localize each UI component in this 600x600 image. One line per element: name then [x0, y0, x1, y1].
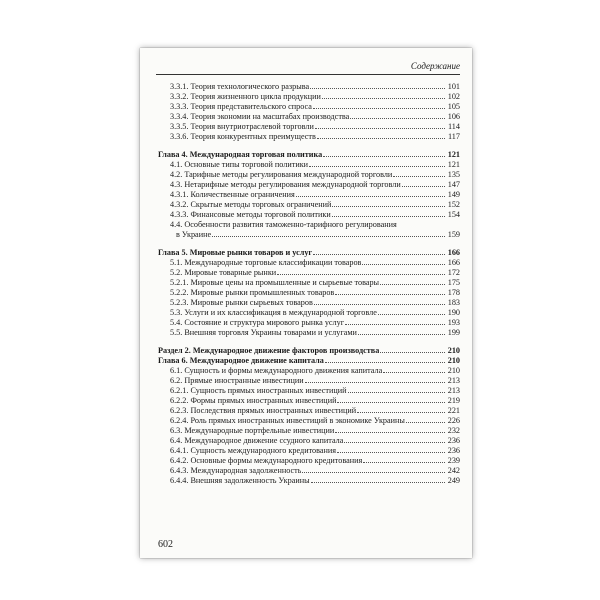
toc-entry-page: 236	[447, 446, 460, 455]
toc-leader-dots	[311, 482, 445, 483]
toc-entry-page: 190	[447, 308, 460, 317]
toc-leader-dots	[317, 138, 445, 139]
toc-leader-dots	[393, 176, 445, 177]
toc-leader-dots	[350, 118, 445, 119]
toc-entry-page: 117	[448, 132, 460, 141]
toc-entry-title: 3.3.2. Теория жизненного цикла продукции	[170, 92, 321, 101]
toc-entry-page: 210	[447, 346, 460, 355]
running-header: Содержание	[156, 60, 460, 75]
toc-leader-dots	[277, 274, 445, 275]
toc-entry	[158, 318, 460, 328]
toc-entry-page: 236	[447, 436, 460, 445]
toc-entry-page: 199	[447, 328, 460, 337]
toc-entry-title: в Украине	[176, 230, 212, 239]
toc-entry	[158, 82, 460, 92]
toc-entry-page: 159	[447, 230, 460, 239]
toc-entry-title: 5.2.3. Мировые рынки сырьевых товаров	[170, 298, 313, 307]
toc-entry-page: 154	[447, 210, 460, 219]
toc-entry	[158, 268, 460, 278]
toc-entry-title: 3.3.5. Теория внутриотраслевой торговли	[170, 122, 314, 131]
toc-entry-page: 149	[447, 190, 460, 199]
toc-entry-title: 5.4. Состояние и структура мирового рынка услуг	[170, 318, 345, 327]
toc-entry-page: 135	[447, 170, 460, 179]
toc-entry-page: 239	[447, 456, 460, 465]
toc-entry-title: 6.3. Международные портфельные инвестиции	[170, 426, 335, 435]
toc-entry-title: 6.4.3. Международная задолженность	[170, 466, 302, 475]
toc-entry-page: 210	[447, 356, 460, 365]
toc-entry-page: 249	[447, 476, 460, 485]
toc-leader-dots	[348, 392, 445, 393]
toc-entry-title: 6.2.2. Формы прямых иностранных инвестиций	[170, 396, 337, 405]
toc-leader-dots	[363, 462, 445, 463]
toc-entry	[158, 150, 460, 160]
toc-entry-title: 3.3.3. Теория представительского спроса	[170, 102, 312, 111]
toc-entry-page: 172	[447, 268, 460, 277]
toc-entry-title: 4.3.2. Скрытые методы торговых ограничений	[170, 200, 332, 209]
toc-entry-title: 3.3.1. Теория технологического разрыва	[170, 82, 310, 91]
toc-entry	[158, 112, 460, 122]
toc-leader-dots	[323, 156, 445, 157]
toc-entry-page: 213	[447, 386, 460, 395]
toc-leader-dots	[305, 382, 445, 383]
toc-leader-dots	[358, 334, 445, 335]
toc-entry	[158, 248, 460, 258]
toc-entry	[158, 170, 460, 180]
toc-entry-title: 6.1. Сущность и формы международного движения капитала	[170, 366, 383, 375]
toc-entry	[158, 288, 460, 298]
toc-entry-title: 5.5. Внешняя торговля Украины товарами и услугами	[170, 328, 357, 337]
toc-entry-title: Глава 4. Международная торговая политика	[158, 150, 323, 159]
toc-entry-page: 152	[447, 200, 460, 209]
toc-leader-dots	[315, 128, 445, 129]
toc-entry-title: 5.3. Услуги и их классификация в международной торговле	[170, 308, 377, 317]
toc-entry	[158, 366, 460, 376]
toc-entry	[158, 396, 460, 406]
toc-leader-dots	[357, 412, 445, 413]
toc-entry-page: 101	[447, 82, 460, 91]
toc-entry	[158, 466, 460, 476]
toc-entry	[158, 426, 460, 436]
toc-leader-dots	[406, 422, 445, 423]
toc-entry	[158, 132, 460, 142]
toc-entry-page: 121	[447, 150, 460, 159]
toc-entry	[158, 220, 460, 230]
toc-entry	[158, 210, 460, 220]
toc-entry	[158, 160, 460, 170]
toc-entry	[158, 386, 460, 396]
toc-entry-page: 178	[447, 288, 460, 297]
toc-entry-title: 3.3.4. Теория экономии на масштабах производства	[170, 112, 350, 121]
toc-leader-dots	[344, 442, 445, 443]
toc-leader-dots	[337, 402, 445, 403]
toc-entry	[158, 456, 460, 466]
toc-entry	[158, 346, 460, 356]
toc-entry-title: 6.4. Международное движение ссудного капитала	[170, 436, 344, 445]
toc-leader-dots	[378, 314, 445, 315]
toc-entry	[158, 200, 460, 210]
toc-entry-page: 242	[447, 466, 460, 475]
toc-entry-page: 221	[447, 406, 460, 415]
toc-entry-title: 5.1. Международные торговые классификации товаров	[170, 258, 362, 267]
toc-entry	[158, 416, 460, 426]
toc-leader-dots	[310, 88, 445, 89]
toc-entry	[158, 376, 460, 386]
toc-entry-title: 6.4.1. Сущность международного кредитования	[170, 446, 337, 455]
toc-entry-page: 175	[447, 278, 460, 287]
toc-entry-page: 121	[447, 160, 460, 169]
toc-entry-title: 3.3.6. Теория конкурентных преимуществ	[170, 132, 316, 141]
toc-leader-dots	[332, 216, 445, 217]
toc-entry-title: 5.2. Мировые товарные рынки	[170, 268, 277, 277]
toc-entry	[158, 406, 460, 416]
toc-entry	[158, 122, 460, 132]
toc-entry-title: 6.4.4. Внешняя задолженность Украины	[170, 476, 310, 485]
toc-entry	[158, 190, 460, 200]
toc-entry-title: Глава 5. Мировые рынки товаров и услуг	[158, 248, 313, 257]
toc-entry-page: 183	[447, 298, 460, 307]
toc-leader-dots	[335, 432, 445, 433]
toc-entry-page: 232	[447, 426, 460, 435]
toc-entry-title: 6.4.2. Основные формы международного кредитования	[170, 456, 363, 465]
toc-entry	[158, 258, 460, 268]
toc-entry	[158, 436, 460, 446]
toc-entry-title: 6.2.3. Последствия прямых иностранных инвестиций	[170, 406, 357, 415]
book-page	[140, 48, 472, 558]
toc-leader-dots	[345, 324, 445, 325]
toc-entry-title: 4.2. Тарифные методы регулирования международной торговли	[170, 170, 393, 179]
toc-entry	[158, 328, 460, 338]
toc-entry-page: 106	[447, 112, 460, 121]
toc-entry-page: 193	[447, 318, 460, 327]
toc-entry	[158, 180, 460, 190]
toc-entry-page: 147	[447, 180, 460, 189]
toc-entry-title: 4.3.3. Финансовые методы торговой политики	[170, 210, 331, 219]
toc-entry	[158, 230, 460, 240]
toc-entry	[158, 278, 460, 288]
toc-leader-dots	[313, 108, 445, 109]
toc-leader-dots	[362, 264, 445, 265]
toc-entry-page: 213	[447, 376, 460, 385]
toc-entry-title: 4.4. Особенности развития таможенно-тарифного регулирования	[170, 220, 397, 229]
page-number: 602	[158, 539, 173, 550]
toc-leader-dots	[309, 166, 445, 167]
toc-entry	[158, 446, 460, 456]
toc-entry-title: 6.2.1. Сущность прямых иностранных инвестиций	[170, 386, 347, 395]
toc-entry-page: 105	[447, 102, 460, 111]
toc-entry-title: 6.2.4. Роль прямых иностранных инвестиций в экономике Украины	[170, 416, 405, 425]
toc-leader-dots	[314, 304, 445, 305]
toc-leader-dots	[383, 372, 445, 373]
toc-entry-page: 226	[447, 416, 460, 425]
toc-entry-page: 210	[447, 366, 460, 375]
toc-entry-page: 114	[448, 122, 460, 131]
toc-leader-dots	[402, 186, 445, 187]
toc-entry	[158, 308, 460, 318]
toc-leader-dots	[302, 472, 445, 473]
toc-leader-dots	[335, 294, 445, 295]
toc-entry-title: 4.3.1. Количественные ограничения	[170, 190, 295, 199]
toc-entry	[158, 298, 460, 308]
toc-leader-dots	[296, 196, 445, 197]
toc-entry-title: Глава 6. Международное движение капитала	[158, 356, 324, 365]
toc-entry	[158, 92, 460, 102]
toc-entry	[158, 102, 460, 112]
toc-leader-dots	[212, 236, 445, 237]
toc-entry-title: 4.3. Нетарифные методы регулирования международной торговли	[170, 180, 401, 189]
toc-leader-dots	[380, 284, 445, 285]
toc-entry-title: 4.1. Основные типы торговой политики	[170, 160, 309, 169]
toc-entry-title: 5.2.2. Мировые рынки промышленных товаров	[170, 288, 335, 297]
toc-entry-page: 219	[447, 396, 460, 405]
toc-entry-title: Раздел 2. Международное движение факторов производства	[158, 346, 380, 355]
toc-entry-page: 166	[447, 248, 460, 257]
toc-entry-title: 6.2. Прямые иностранные инвестиции	[170, 376, 304, 385]
toc-leader-dots	[337, 452, 445, 453]
toc-leader-dots	[380, 352, 445, 353]
toc-leader-dots	[325, 362, 445, 363]
toc-entry	[158, 476, 460, 486]
toc-entry	[158, 356, 460, 366]
toc-leader-dots	[322, 98, 445, 99]
toc-leader-dots	[313, 254, 445, 255]
toc-entry-title: 5.2.1. Мировые цены на промышленные и сырьевые товары	[170, 278, 380, 287]
toc-entry-page: 166	[447, 258, 460, 267]
toc-leader-dots	[332, 206, 445, 207]
toc-entry-page: 102	[447, 92, 460, 101]
